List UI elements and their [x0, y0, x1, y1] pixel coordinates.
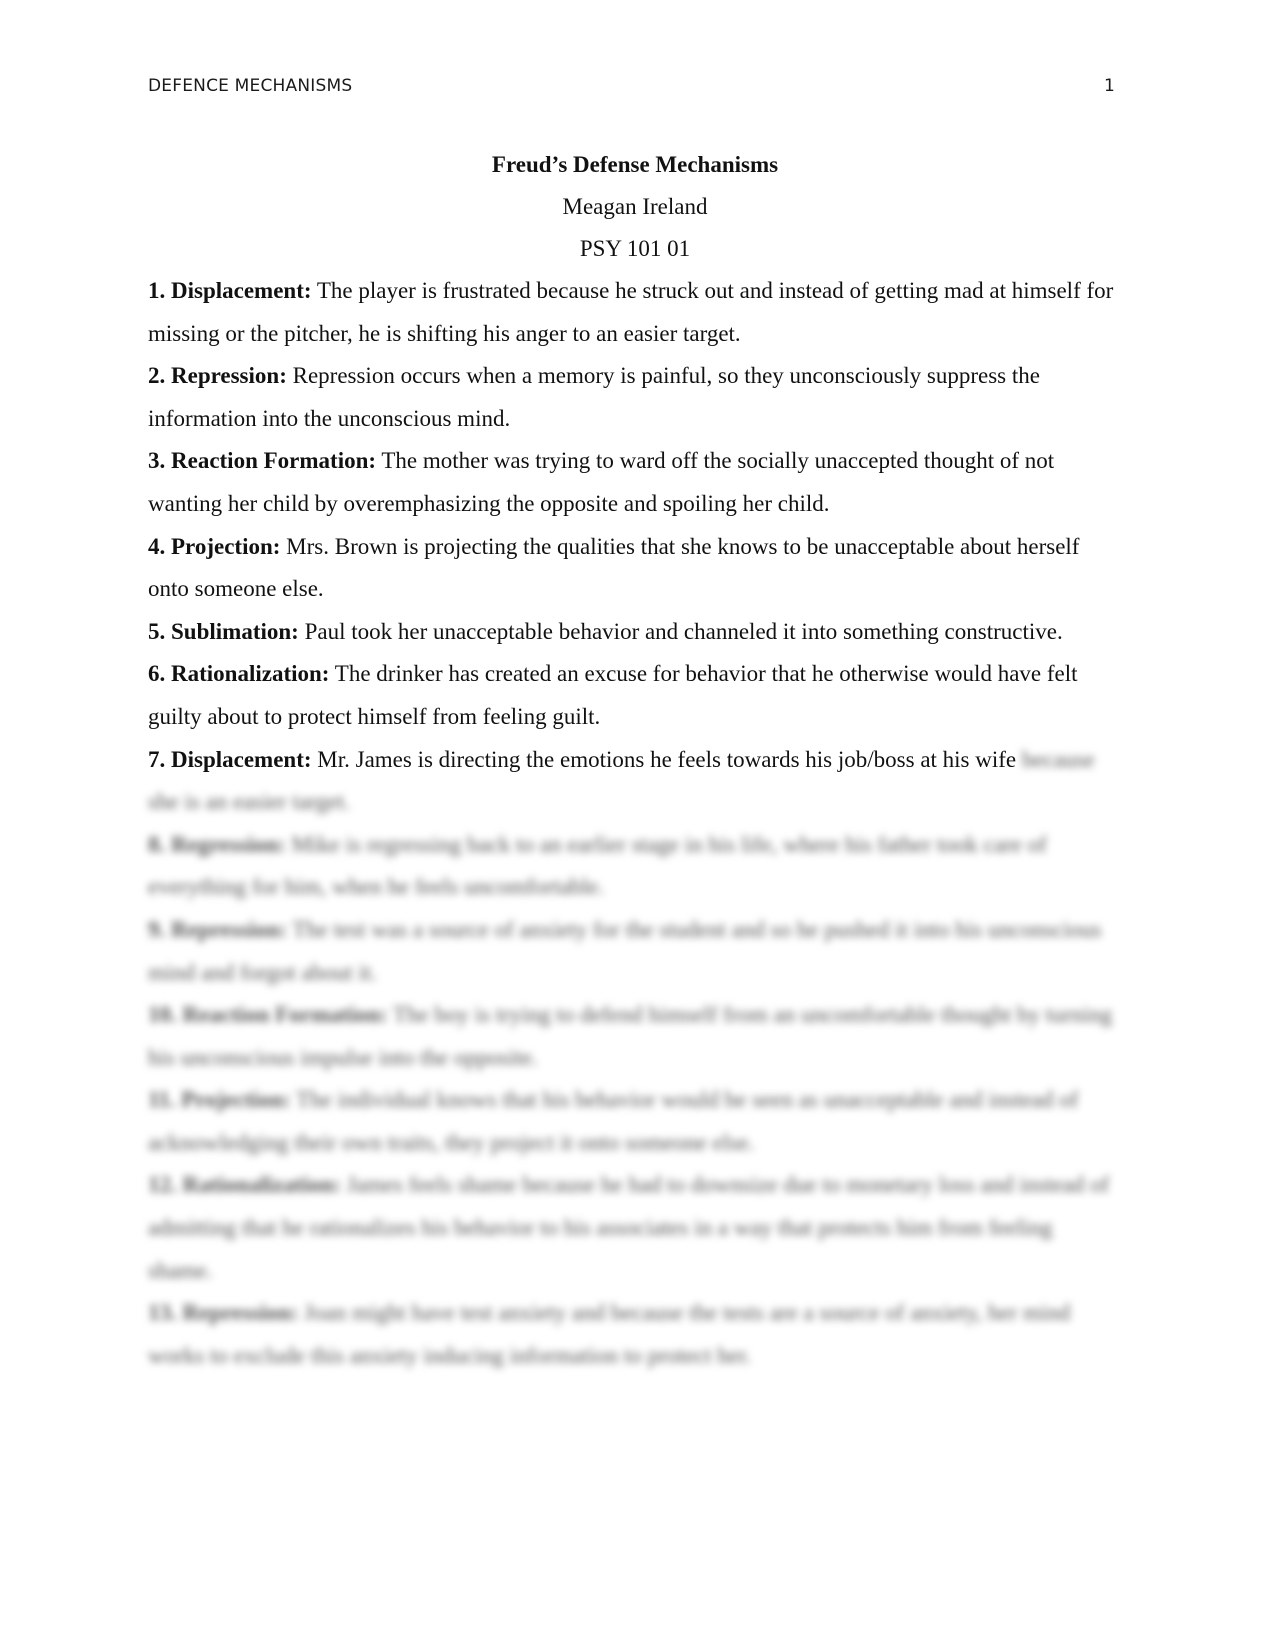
- entry-term: 11. Projection:: [148, 1087, 291, 1113]
- entry-text: Paul took her unacceptable behavior and channeled it into something constructive.: [298, 618, 1063, 644]
- document-body: [148, 270, 1122, 1377]
- entry-term: 3. Reaction Formation:: [148, 448, 377, 474]
- entry-text: The mother was trying to ward off the socially unaccepted thought of not wanting her child by overemphasizing the opposite and spoiling her child.: [148, 448, 1055, 516]
- entry-13: [148, 1292, 1122, 1377]
- entry-text: Joan might have test anxiety and because the tests are a source of anxiety, her mind works to exclude this anxiety inducing information to protect her.: [148, 1300, 1071, 1368]
- title-block: [148, 144, 1122, 270]
- entry-term: 6. Rationalization:: [148, 661, 330, 687]
- entry-4: [148, 526, 1122, 611]
- entry-term: 10. Reaction Formation:: [148, 1002, 388, 1028]
- entry-text: Mike is regressing back to an earlier stage in his life, where his father took care of everything for him, when he feels uncomfortable.: [148, 831, 1047, 900]
- entry-5: [148, 611, 1122, 654]
- author-name: Meagan Ireland: [562, 194, 708, 219]
- running-head: DEFENCE MECHANISMS: [148, 76, 353, 96]
- entry-7: [148, 739, 1122, 824]
- entry-term: 4. Projection:: [148, 533, 281, 559]
- entry-term: 1. Displacement:: [148, 278, 312, 303]
- entry-term: 13. Repression:: [148, 1300, 299, 1326]
- entry-term: 5. Sublimation:: [148, 618, 299, 644]
- entry-text: Mrs. Brown is projecting the qualities that she knows to be unacceptable about herself onto someone else.: [148, 533, 1080, 602]
- entry-text: The drinker has created an excuse for behavior that he otherwise would have felt guilty about to protect himself from feeling guilt.: [148, 661, 1078, 729]
- entry-8: [148, 824, 1122, 909]
- course-code: PSY 101 01: [579, 236, 691, 261]
- page-number: 1: [1104, 76, 1115, 96]
- entry-text: The player is frustrated because he struck out and instead of getting mad at himself for missing or the pitcher, he is shifting his anger to an easier target.: [148, 278, 1114, 346]
- entry-term: 9. Repression:: [148, 916, 287, 942]
- entry-6: [148, 653, 1122, 738]
- entry-11: [148, 1079, 1122, 1164]
- entry-2: [148, 355, 1122, 440]
- entry-12: [148, 1164, 1122, 1292]
- entry-term: 8. Regression:: [148, 831, 286, 857]
- entry-text: Mr. James is directing the emotions he feels towards his job/boss at his wife: [311, 746, 1017, 772]
- entry-text: Repression occurs when a memory is painful, so they unconsciously suppress the information into the unconscious mind.: [148, 363, 1040, 431]
- entry-text: The individual knows that his behavior would be seen as unacceptable and instead of acknowledging their own traits, they project it onto someone else.: [148, 1087, 1079, 1155]
- entry-text-blurred: because she is an easier target.: [148, 746, 1095, 815]
- entry-1: [148, 270, 1122, 355]
- entry-10: [148, 994, 1122, 1079]
- entry-text: The boy is trying to defend himself from an uncomfortable thought by turning his unconscious impulse into the opposite.: [148, 1002, 1113, 1070]
- entry-term: 7. Displacement:: [148, 746, 312, 772]
- entry-term: 12. Rationalization:: [148, 1172, 341, 1198]
- entry-text: The test was a source of anxiety for the student and so he pushed it into his unconscious mind and forgot about it.: [148, 916, 1102, 985]
- document-title: Freud’s Defense Mechanisms: [491, 152, 779, 177]
- entry-text: James feels shame because he had to downsize due to monetary loss and instead of admitting that he rationalizes his behavior to his associates in a way that protects him from feeling shame.: [148, 1172, 1110, 1283]
- entry-3: [148, 440, 1122, 525]
- entry-term: 2. Repression:: [148, 363, 287, 389]
- entry-9: [148, 909, 1122, 994]
